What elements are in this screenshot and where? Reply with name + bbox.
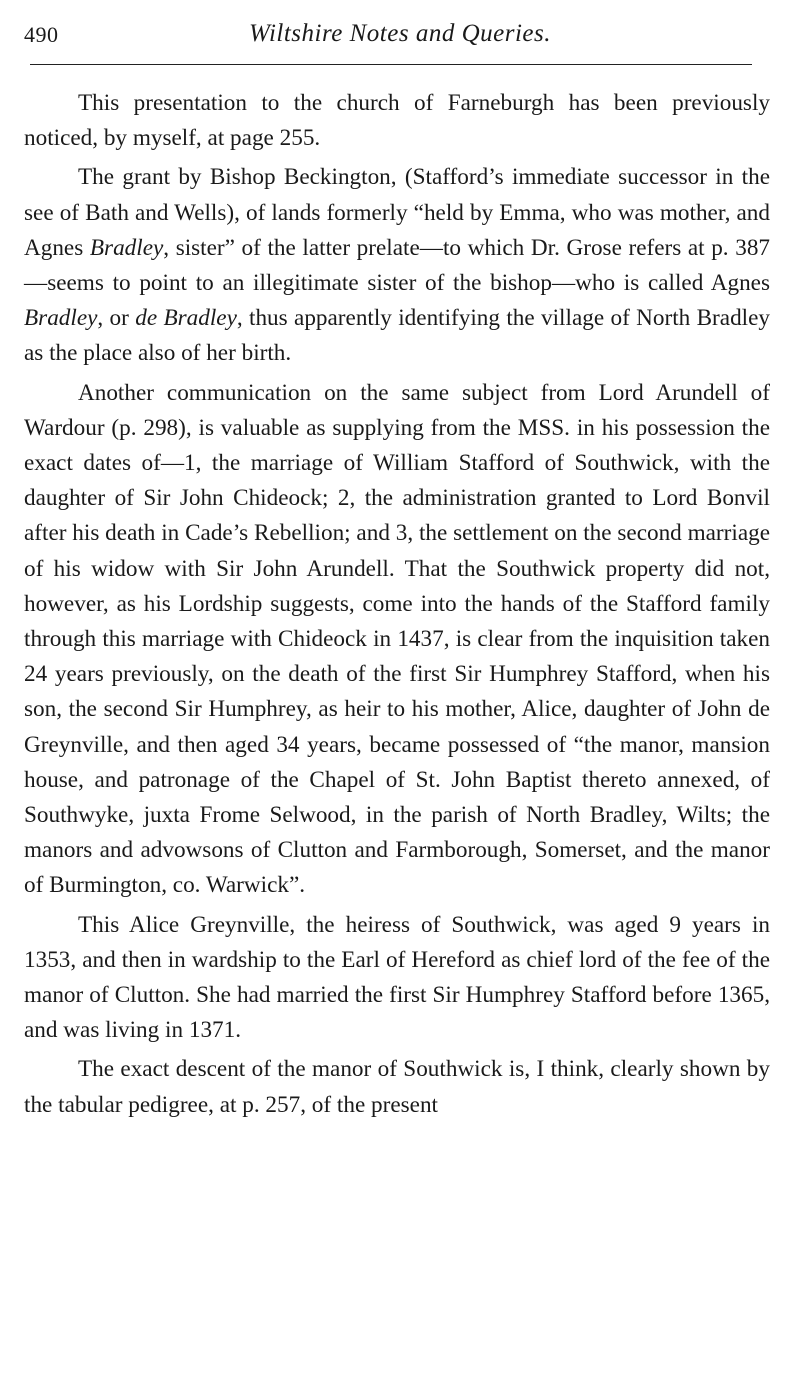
page-number: 490 [24,22,59,47]
paragraph-5 [24,1052,770,1122]
paragraph-1 [24,86,770,156]
text-run: , thus apparently identifying the village of North Bradley as the place also of her birth. [24,305,770,367]
text-run: Another communication on the same subject from Lord Arundell of Wardour (p. 298), is valuable as supplying from the MSS. in his possession the exact dates of—1, the marriage of William Stafford of Southwick, with the daughter of Sir John Chideock; 2, the administration granted to Lord Bonvil after his death in Cade’s Rebellion; and 3, the settlement on the second marriage of his widow with Sir John Arundell. That the Southwick property did not, however, as his Lordship suggests, come into the hands of the Stafford family through this marriage with Chideock in 1437, is clear from the inquisition taken 24 years previously, on the death of the first Sir Humphrey Stafford, when his son, the second Sir Humphrey, as heir to his mother, Alice, daughter of John de Greynville, and then aged 34 years, became possessed of “the manor, mansion house, and patronage of the Chapel of St. John Baptist thereto annexed, of Southwyke, juxta Frome Selwood, in the parish of North Bradley, Wilts; the manors and advowsons of Clutton and Farmborough, Somerset, and the manor of Burmington, co. Warwick”. [24,379,770,899]
running-title: Wiltshire Notes and Queries. [249,20,551,47]
italic-name: Bradley [89,234,164,261]
paragraph-4 [24,908,770,1049]
italic-name: de Bradley [135,305,237,332]
text-run: The exact descent of the manor of Southwick is, I think, clearly shown by the tabular pedigree, at p. 257, of the present [24,1056,770,1118]
running-head [24,18,776,54]
text-run: , sister” of the latter prelate—to which Dr. Grose refers at p. 387—seems to point to an illegitimate sister of the bishop—who is called Agnes [24,234,771,297]
text-run: The grant by Bishop Beckington, (Stafford’s immediate successor in the see of Bath and Wells), of lands formerly “held by Emma, who was mother, and Agnes [24,164,770,261]
header-rule [30,64,752,65]
text-run: , or [97,305,136,332]
paragraph-2 [24,160,770,371]
paragraph-3 [24,376,770,904]
text-run: This Alice Greynville, the heiress of Southwick, was aged 9 years in 1353, and then in wardship to the Earl of Hereford as chief lord of the fee of the manor of Clutton. She had married the first Sir Humphrey Stafford before 1365, and was living in 1371. [24,911,770,1044]
italic-name: Bradley [24,305,98,332]
text-run: This presentation to the church of Farneburgh has been previously noticed, by myself, at page 255. [24,90,770,152]
body-text [24,86,770,1123]
